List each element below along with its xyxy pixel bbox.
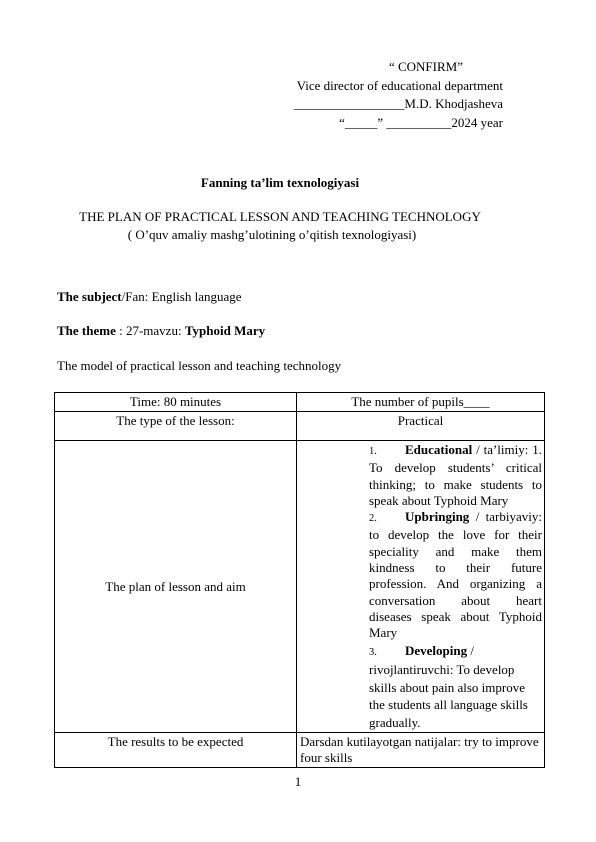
confirm-signature: _________________M.D. Khodjasheva: [293, 96, 503, 111]
plan-title: THE PLAN OF PRACTICAL LESSON AND TEACHING TECHNOLOGY: [79, 209, 481, 224]
aim-item: 2. Upbringing / tarbiyaviy: to develop the love for their speciality and make them kindness to their future profession. And organizing a conversation about heart diseases speak about Typhoid Mary: [369, 509, 542, 641]
table-row: [55, 393, 545, 412]
confirm-position: Vice director of educational department: [296, 77, 503, 93]
aim-item: 1. Educational / ta’limiy: 1. To develop students’ critical thinking; to make students to speak about Typhoid Mary: [369, 442, 542, 508]
lesson-table: [54, 392, 545, 768]
confirm-title: “ CONFIRM”: [388, 59, 463, 74]
type-label-cell: The type of the lesson:: [55, 412, 297, 441]
theme-label: The theme: [57, 323, 116, 338]
table-row: [55, 441, 545, 733]
type-value-cell: Practical: [297, 412, 545, 441]
page-number: 1: [294, 774, 302, 789]
plan-heading: [0, 208, 560, 244]
confirm-block: [294, 58, 503, 132]
theme-text: : 27-mavzu:: [115, 323, 185, 338]
aim-item: 3. Developing / rivojlantiruvchi: To develop skills about pain also improve the students all language skills gradually.: [369, 642, 528, 730]
pupils-cell: The number of pupils____: [297, 393, 545, 412]
theme-value: Typhoid Mary: [184, 323, 266, 338]
faculty-title: Fanning ta’lim texnologiyasi: [200, 175, 360, 190]
results-value-cell: Darsdan kutilayotgan natijalar: try to improve four skills: [297, 733, 545, 768]
plan-label-cell: The plan of lesson and aim: [55, 441, 297, 733]
table-row: [55, 412, 545, 441]
confirm-date: “_____” __________2024 year: [339, 114, 503, 130]
subject-text: /Fan: English language: [121, 289, 242, 304]
subject-label: The subject: [57, 289, 122, 304]
subject-line: [57, 289, 242, 305]
time-cell: Time: 80 minutes: [55, 393, 297, 412]
theme-line: [57, 323, 265, 339]
table-row: [55, 733, 545, 768]
model-line: The model of practical lesson and teaching technology: [57, 358, 342, 373]
aims-cell: [297, 441, 545, 733]
plan-subtitle: ( O’quv amaliy mashg’ulotining o’qitish texnologiyasi): [127, 227, 417, 242]
results-label-cell: The results to be expected: [55, 733, 297, 768]
